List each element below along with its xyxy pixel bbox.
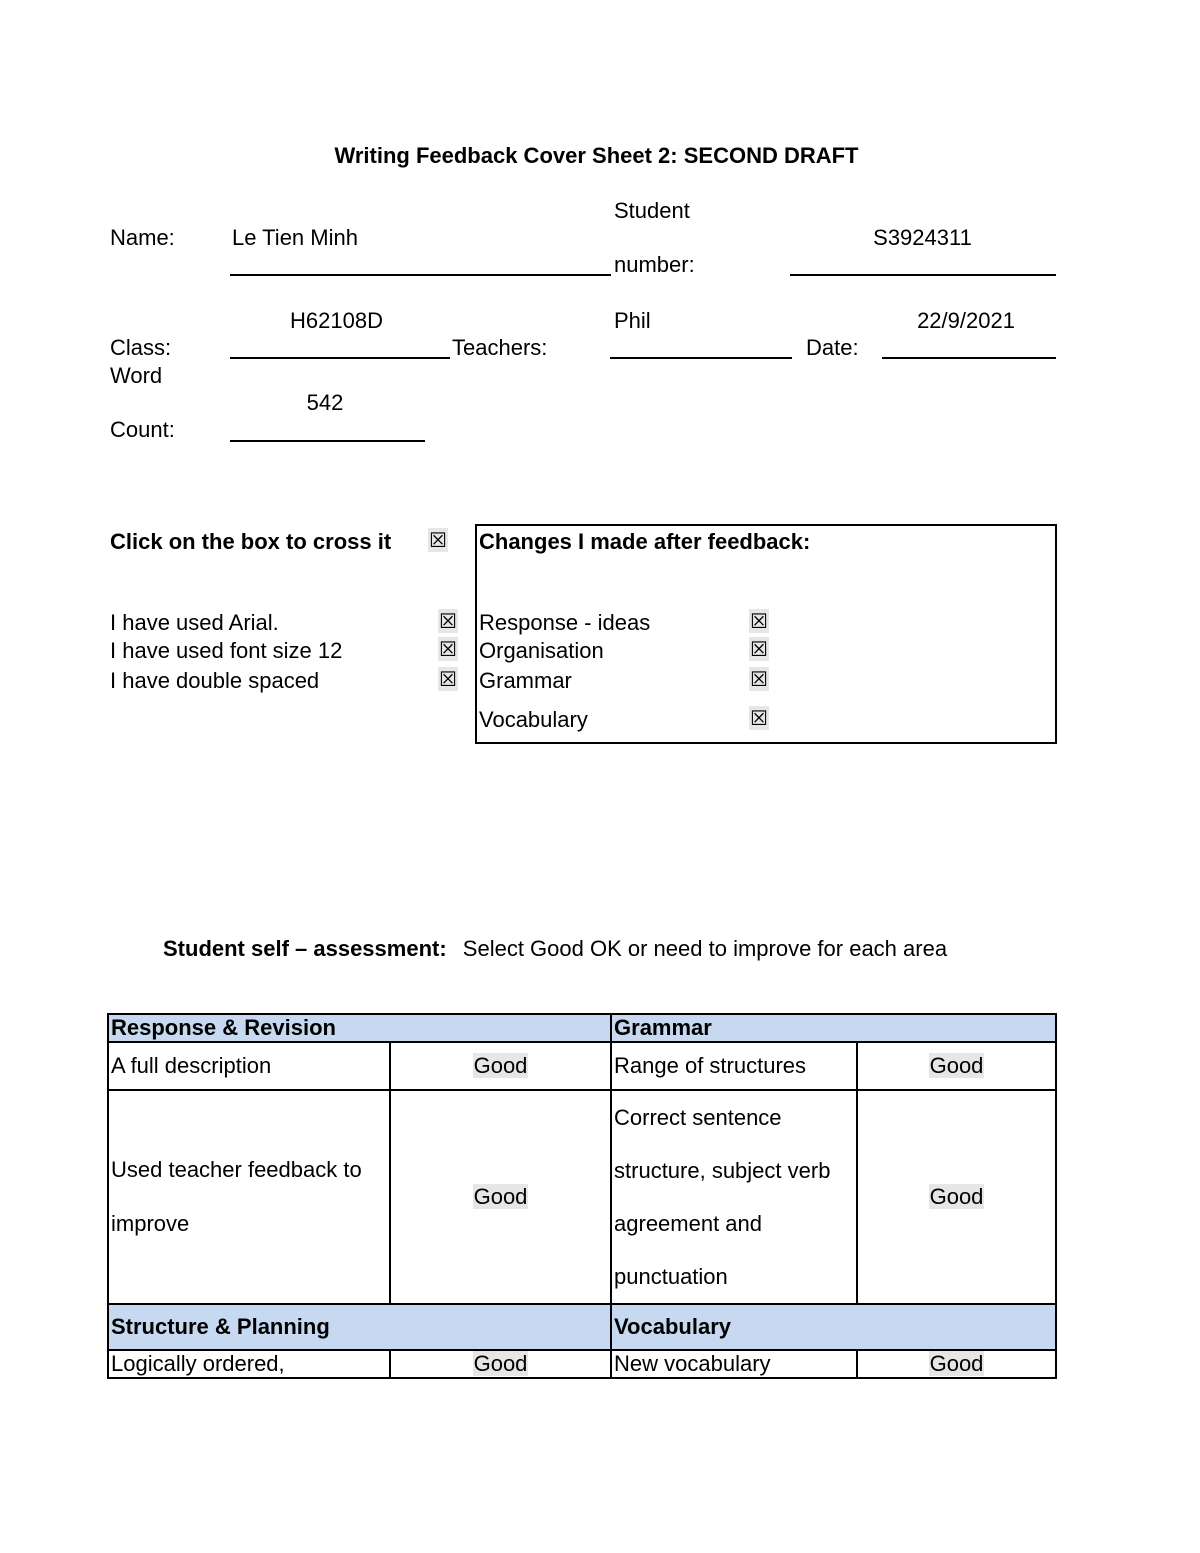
- criterion-correct-sentence-structure: [611, 1090, 857, 1304]
- student-number-field[interactable]: S3924311: [873, 225, 972, 250]
- checklist-header: Click on the box to cross it: [110, 529, 392, 554]
- date-label: Date:: [806, 335, 859, 360]
- section-vocabulary: Vocabulary: [611, 1304, 1056, 1350]
- criterion-range-of-structures: Range of structures: [611, 1042, 857, 1090]
- name-label: Name:: [110, 225, 175, 250]
- criterion-line: structure, subject verb: [614, 1158, 831, 1183]
- table-row: [108, 1042, 1056, 1090]
- name-field[interactable]: Le Tien Minh: [232, 225, 358, 250]
- class-label: Class:: [110, 335, 172, 360]
- changes-checkbox-grammar[interactable]: ☒: [750, 667, 768, 691]
- date-field[interactable]: 22/9/2021: [917, 308, 1015, 333]
- checkbox-arial[interactable]: ☒: [439, 609, 457, 633]
- rating-value: Good: [929, 1053, 984, 1078]
- checklist-item-font-size: I have used font size 12: [110, 638, 343, 663]
- word-count-underline: [230, 440, 425, 442]
- student-number-underline: [790, 274, 1056, 276]
- criterion-new-vocabulary: New vocabulary: [611, 1350, 857, 1378]
- rating-value: Good: [473, 1351, 528, 1376]
- rating-logically-ordered[interactable]: [390, 1350, 611, 1378]
- student-number-label-line2: number:: [614, 252, 695, 277]
- criterion-logically-ordered: Logically ordered,: [108, 1350, 390, 1378]
- rating-value: Good: [473, 1184, 528, 1209]
- rating-value: Good: [473, 1053, 528, 1078]
- criterion-line: Correct sentence: [614, 1105, 782, 1130]
- class-field[interactable]: H62108D: [290, 308, 383, 333]
- changes-item-organisation: Organisation: [479, 638, 604, 663]
- teachers-underline: [610, 357, 792, 359]
- changes-item-vocabulary: Vocabulary: [479, 707, 588, 732]
- rating-value: Good: [929, 1351, 984, 1376]
- changes-item-response: Response - ideas: [479, 610, 651, 635]
- self-assessment-line: [163, 936, 947, 962]
- changes-checkbox-vocabulary[interactable]: ☒: [750, 706, 768, 730]
- checklist-header-checkbox[interactable]: ☒: [429, 528, 447, 552]
- criterion-full-description: A full description: [108, 1042, 390, 1090]
- table-row: [108, 1350, 1056, 1378]
- rating-range-of-structures[interactable]: [857, 1042, 1056, 1090]
- section-response-revision: Response & Revision: [108, 1014, 611, 1042]
- criterion-line: punctuation: [614, 1264, 728, 1289]
- changes-header: Changes I made after feedback:: [479, 529, 811, 554]
- rating-used-feedback[interactable]: [390, 1090, 611, 1304]
- checklist-item-arial: I have used Arial.: [110, 610, 279, 635]
- word-count-label-line1: Word: [110, 363, 163, 388]
- table-row: [108, 1090, 1056, 1304]
- criterion-line: Used teacher feedback to: [111, 1157, 362, 1182]
- page-title: Writing Feedback Cover Sheet 2: SECOND DRAFT: [334, 143, 859, 168]
- teachers-label: Teachers:: [452, 335, 548, 360]
- name-underline: [230, 274, 611, 276]
- changes-checkbox-response[interactable]: ☒: [750, 609, 768, 633]
- checklist-item-double-spaced: I have double spaced: [110, 668, 320, 693]
- criterion-used-feedback: [108, 1090, 390, 1304]
- word-count-field[interactable]: 542: [306, 390, 344, 415]
- changes-item-grammar: Grammar: [479, 668, 572, 693]
- table-section-header: [108, 1304, 1056, 1350]
- rating-full-description[interactable]: [390, 1042, 611, 1090]
- date-underline: [882, 357, 1056, 359]
- checkbox-font-size[interactable]: ☒: [439, 637, 457, 661]
- self-assessment-label: Student self – assessment:: [163, 936, 447, 961]
- self-assessment-instruction: Select Good OK or need to improve for each area: [462, 936, 948, 961]
- rating-new-vocabulary[interactable]: [857, 1350, 1056, 1378]
- table-section-header: [108, 1014, 1056, 1042]
- assessment-table: [107, 1013, 1057, 1379]
- teachers-field[interactable]: Phil: [614, 308, 651, 333]
- section-structure-planning: Structure & Planning: [108, 1304, 611, 1350]
- section-grammar: Grammar: [611, 1014, 1056, 1042]
- changes-checkbox-organisation[interactable]: ☒: [750, 637, 768, 661]
- word-count-label-line2: Count:: [110, 417, 175, 442]
- class-underline: [230, 357, 450, 359]
- checkbox-double-spaced[interactable]: ☒: [439, 667, 457, 691]
- rating-correct-sentence-structure[interactable]: [857, 1090, 1056, 1304]
- student-number-label-line1: Student: [614, 198, 690, 223]
- criterion-line: improve: [111, 1211, 190, 1236]
- criterion-line: agreement and: [614, 1211, 763, 1236]
- rating-value: Good: [929, 1184, 984, 1209]
